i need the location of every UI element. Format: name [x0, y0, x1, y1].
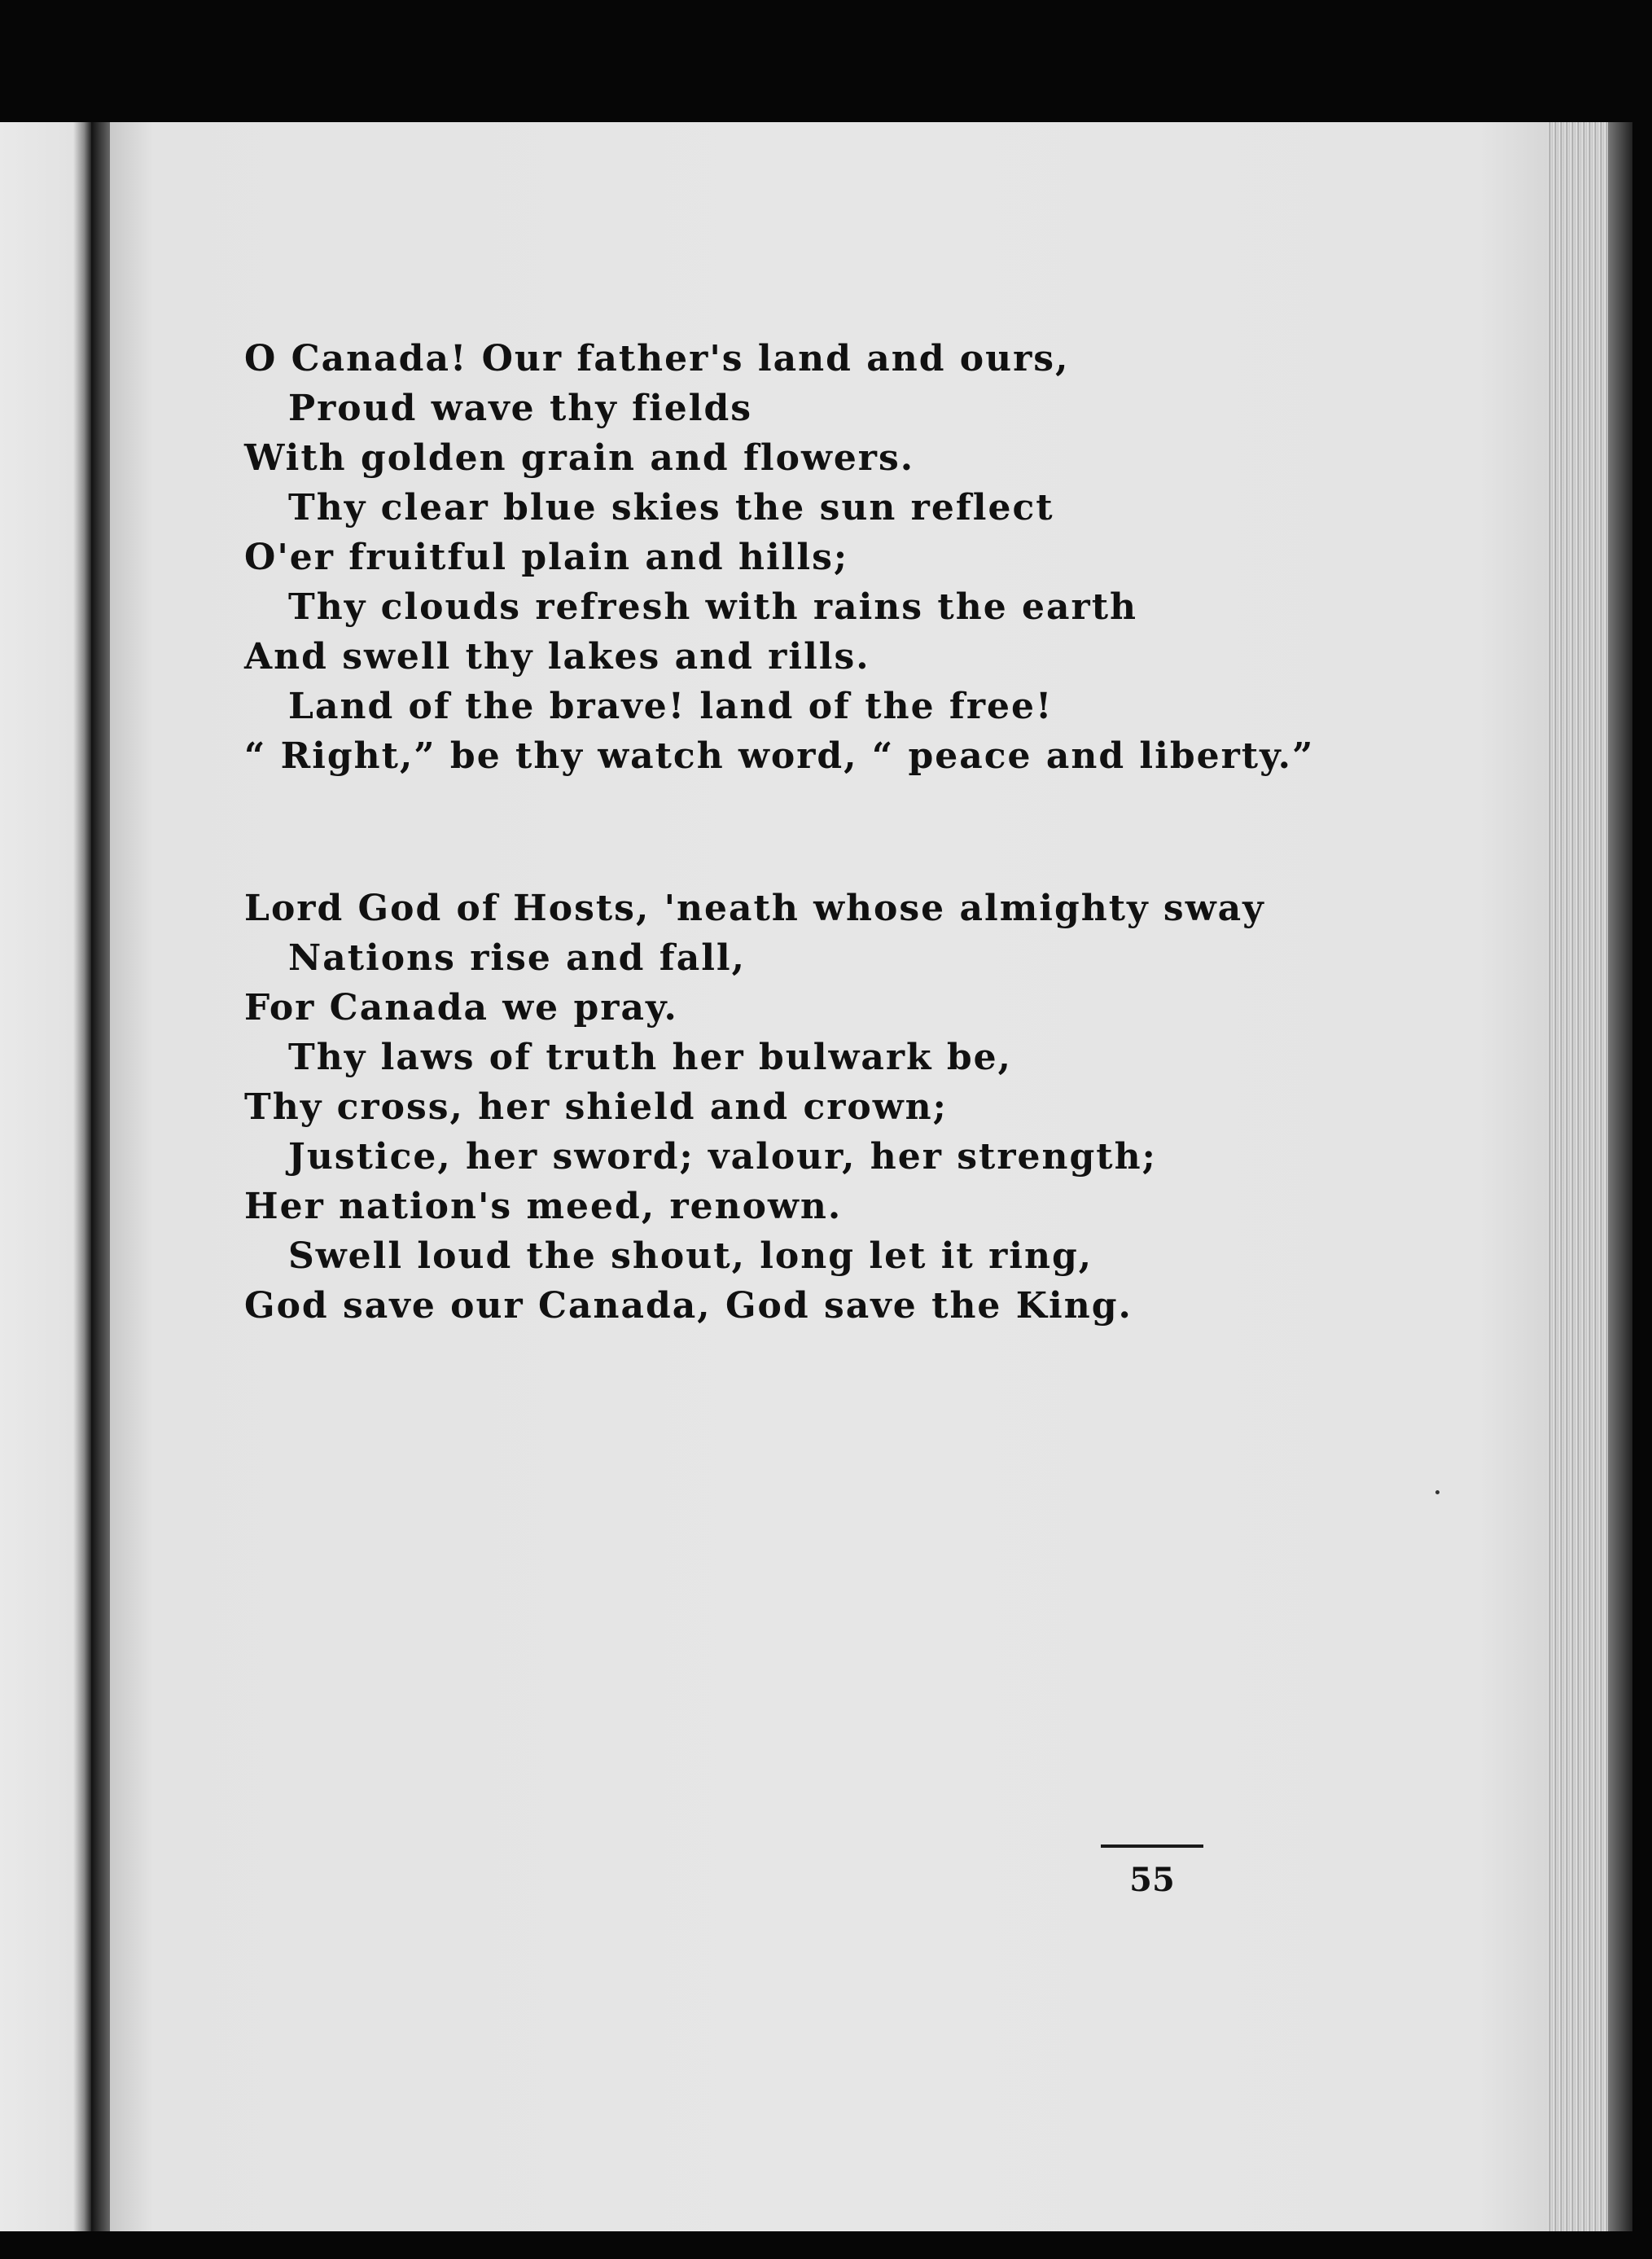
- stanza-1: [244, 334, 1315, 781]
- facing-page-edge: [0, 122, 98, 2231]
- poem-line: Thy laws of truth her bulwark be,: [288, 1037, 1012, 1078]
- poem-line: Swell loud the shout, long let it ring,: [288, 1235, 1093, 1277]
- poem-line: “ Right,” be thy watch word, “ peace and liberty.”: [244, 735, 1315, 777]
- poem-line: Thy cross, her shield and crown;: [244, 1086, 948, 1128]
- poem-text: [244, 334, 1315, 1331]
- poem-line: And swell thy lakes and rills.: [244, 636, 870, 678]
- poem-line: Her nation's meed, renown.: [244, 1186, 843, 1227]
- page-stack-shadow: [1608, 122, 1632, 2231]
- poem-line: O Canada! Our father's land and ours,: [244, 338, 1070, 379]
- stanza-2: [244, 884, 1303, 1331]
- poem-line: God save our Canada, God save the King.: [244, 1285, 1133, 1327]
- poem-line: O'er fruitful plain and hills;: [244, 537, 849, 578]
- poem-line: With golden grain and flowers.: [244, 437, 915, 479]
- page-stack-edge: [1547, 122, 1612, 2231]
- poem-line: For Canada we pray.: [244, 987, 678, 1029]
- page-number: 55: [1129, 1861, 1175, 1899]
- scan-speck: [1435, 1490, 1439, 1494]
- poem-line: Lord God of Hosts, 'neath whose almighty sway: [244, 888, 1265, 929]
- poem-line: Land of the brave! land of the free!: [288, 686, 1054, 727]
- stanza-spacer: [244, 781, 1303, 884]
- poem-line: Thy clear blue skies the sun reflect: [288, 487, 1054, 529]
- poem-line: Thy clouds refresh with rains the earth: [288, 586, 1138, 628]
- poem-line: Justice, her sword; valour, her strength;: [288, 1136, 1157, 1178]
- poem-line: Proud wave thy fields: [288, 388, 753, 429]
- page-number-rule: [1101, 1844, 1203, 1848]
- poem-line: Nations rise and fall,: [288, 937, 746, 979]
